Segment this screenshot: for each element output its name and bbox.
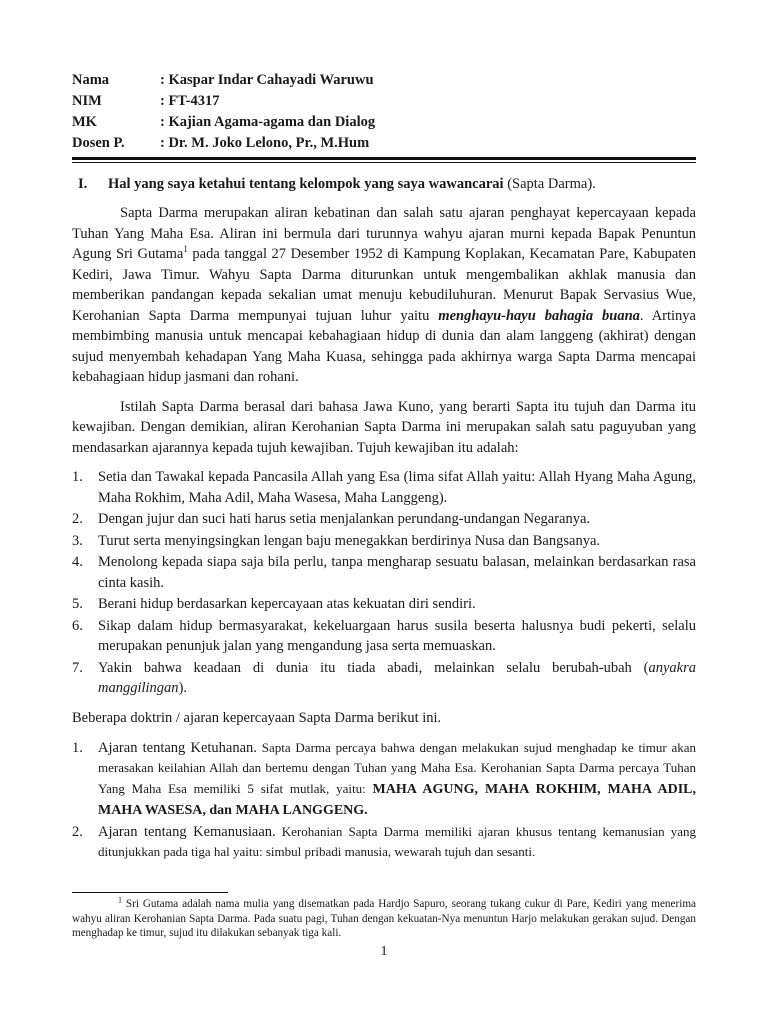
list-text: Turut serta menyingsingkan lengan baju menegakkan berdirinya Nusa dan Bangsanya. xyxy=(98,532,601,549)
header-value: : Kaspar Indar Cahayadi Waruwu xyxy=(160,72,374,88)
list-item xyxy=(72,822,696,863)
doktrin-caps: MAHA AGUNG, MAHA ROKHIM, MAHA ADIL, MAHA WASESA, dan MAHA LANGGENG. xyxy=(98,781,696,818)
header-value: : Dr. M. Joko Lelono, Pr., M.Hum xyxy=(160,135,370,151)
footnote-number: 1 xyxy=(118,895,122,905)
list-item xyxy=(72,531,696,552)
footnote xyxy=(72,897,696,941)
header-row-nama xyxy=(72,70,696,91)
doktrin-list xyxy=(72,738,696,863)
footnote-separator xyxy=(72,892,228,893)
list-item xyxy=(72,552,696,593)
list-item xyxy=(72,509,696,530)
list-item xyxy=(72,467,696,508)
header-value: : Kajian Agama-agama dan Dialog xyxy=(160,114,376,130)
header-value: : FT-4317 xyxy=(160,93,220,109)
list-text: Dengan jujur dan suci hati harus setia menjalankan perundang-undangan Negaranya. xyxy=(98,511,591,527)
section-title-rest: (Sapta Darma). xyxy=(503,176,596,192)
header-label: Dosen P. xyxy=(72,135,125,151)
doktrin-text: Kerohanian Sapta Darma memiliki ajaran khusus tentang kemanusian yang ditunjukkan pada tiga hal yaitu: simbul pribadi manusia, wewarah tujuh dan sesanti. xyxy=(98,823,697,859)
doktrin-lead: Ajaran tentang Kemanusiaan. xyxy=(98,823,276,840)
list-number: 2. xyxy=(72,511,83,527)
list-text: Setia dan Tawakal kepada Pancasila Allah yang Esa (lima sifat Allah yaitu: Allah Hyang Maha Agung, Maha Rokhim, Maha Adil, Maha Wasesa, Maha Langgeng). xyxy=(98,469,696,506)
header-row-dosen xyxy=(72,133,696,154)
page-number: 1 xyxy=(380,944,388,959)
list-item xyxy=(72,658,696,699)
footnote-ref[interactable]: 1 xyxy=(183,244,188,255)
identity-header xyxy=(72,70,696,154)
paragraph-intro xyxy=(72,203,696,388)
list-item xyxy=(72,616,696,657)
section-title xyxy=(108,174,596,195)
list-text: Berani hidup berdasarkan kepercayaan atas kekuatan diri sendiri. xyxy=(98,596,476,612)
footnote-text: Sri Gutama adalah nama mulia yang disematkan pada Hardjo Sapuro, seorang tukang cukur di Pare, Kediri yang menerima wahyu aliran Kerohanian Sapta Darma. Pada suatu pagi, Tuhan dengan kekuatan-Nya menuntun Harjo melakukan gerakan sujud. Dengan menghadap ke timur, sujud itu dilakukan sebanyak tiga kali. xyxy=(72,898,696,939)
header-label: Nama xyxy=(72,72,110,88)
doktrin-lead: Ajaran tentang Ketuhanan. xyxy=(98,739,257,756)
list-number: 1. xyxy=(72,469,83,485)
section-title-bold: Hal yang saya ketahui tentang kelompok yang saya wawancarai xyxy=(108,176,504,192)
list-text xyxy=(98,822,696,863)
section-number: I. xyxy=(78,176,88,192)
para1-c: . Artinya membimbing manusia untuk mencapai kebahagiaan hidup di dunia dan alam langgeng (akhirat) dengan sujud menyembah kehadapan Yang Maha Kuasa, sehingga pada akhirnya warga Sapta Darma mencapai kebahagiaan hidup jasmani dan rohani. xyxy=(72,307,696,385)
list-number: 3. xyxy=(72,532,83,549)
header-row-nim xyxy=(72,91,696,112)
list-item xyxy=(72,738,696,822)
list-number: 2. xyxy=(72,823,83,840)
list-text xyxy=(98,658,696,699)
list-text xyxy=(98,738,696,822)
list-number: 1. xyxy=(72,739,83,756)
doktrin-intro: Beberapa doktrin / ajaran kepercayaan Sapta Darma berikut ini. xyxy=(72,709,442,726)
header-divider-thin xyxy=(72,162,696,163)
tujuh-kewajiban-list xyxy=(72,467,696,699)
list-number: 7. xyxy=(72,659,83,676)
list-text-after: ). xyxy=(178,680,188,696)
list-number: 6. xyxy=(72,617,83,634)
list-text-italic: anyakra manggilingan xyxy=(98,659,696,696)
doktrin-text: Sapta Darma percaya bahwa dengan melakukan sujud menghadap ke timur akan merasakan keilahian Allah dan bertemu dengan Tuhan yang Maha Esa. Kerohanian Sapta Darma percaya Tuhan Yang Maha Esa memiliki 5 sifat mutlak, yaitu: xyxy=(98,739,696,796)
document-page xyxy=(72,70,696,863)
section-heading xyxy=(72,174,696,195)
paragraph-istilah: Istilah Sapta Darma berasal dari bahasa Jawa Kuno, yang berarti Sapta itu tujuh dan Darma itu kewajiban. Dengan demikian, aliran Kerohanian Sapta Darma ini merupakan salah satu paguyuban yang mendasarkan ajarannya kepada tujuh kewajiban. Tujuh kewajiban itu adalah: xyxy=(72,398,696,456)
list-text: Sikap dalam hidup bermasyarakat, kekeluargaan harus susila beserta halusnya budi pekerti, selalu merupakan penunjuk jalan yang mengandung jasa serta memuaskan. xyxy=(98,617,696,654)
header-label: NIM xyxy=(72,93,102,109)
list-item xyxy=(72,594,696,615)
para1-a: Sapta Darma merupakan aliran kebatinan dan salah satu ajaran penghayat kepercayaan kepada Tuhan Yang Maha Esa. Aliran ini bermula dari turunnya wahyu ajaran murni kepada Bapak Penuntun Agung Sri Gutama xyxy=(72,205,696,262)
header-row-mk xyxy=(72,112,696,133)
list-text-main: Yakin bahwa keadaan di dunia itu tiada abadi, melainkan selalu berubah-ubah ( xyxy=(98,659,649,676)
para1-emphasis: menghayu-hayu bahagia buana xyxy=(438,307,640,324)
list-number: 5. xyxy=(72,596,83,612)
header-divider-thick xyxy=(72,157,696,160)
list-text: Menolong kepada siapa saja bila perlu, tanpa mengharap sesuatu balasan, melainkan berdasarkan rasa cinta kasih. xyxy=(98,554,696,591)
header-label: MK xyxy=(72,114,97,130)
para1-b: pada tanggal 27 Desember 1952 di Kampung Koplakan, Kecamatan Pare, Kabupaten Kediri, Jawa Timur. Wahyu Sapta Darma diturunkan untuk mengembalikan akhlak manusia dan memberikan pandangan kepada sekalian umat menuju kebudiluhuran. Menurut Bapak Servasius Wue, Kerohanian Sapta Darma mempunyai tujuan luhur yaitu xyxy=(72,246,696,324)
list-number: 4. xyxy=(72,554,83,570)
